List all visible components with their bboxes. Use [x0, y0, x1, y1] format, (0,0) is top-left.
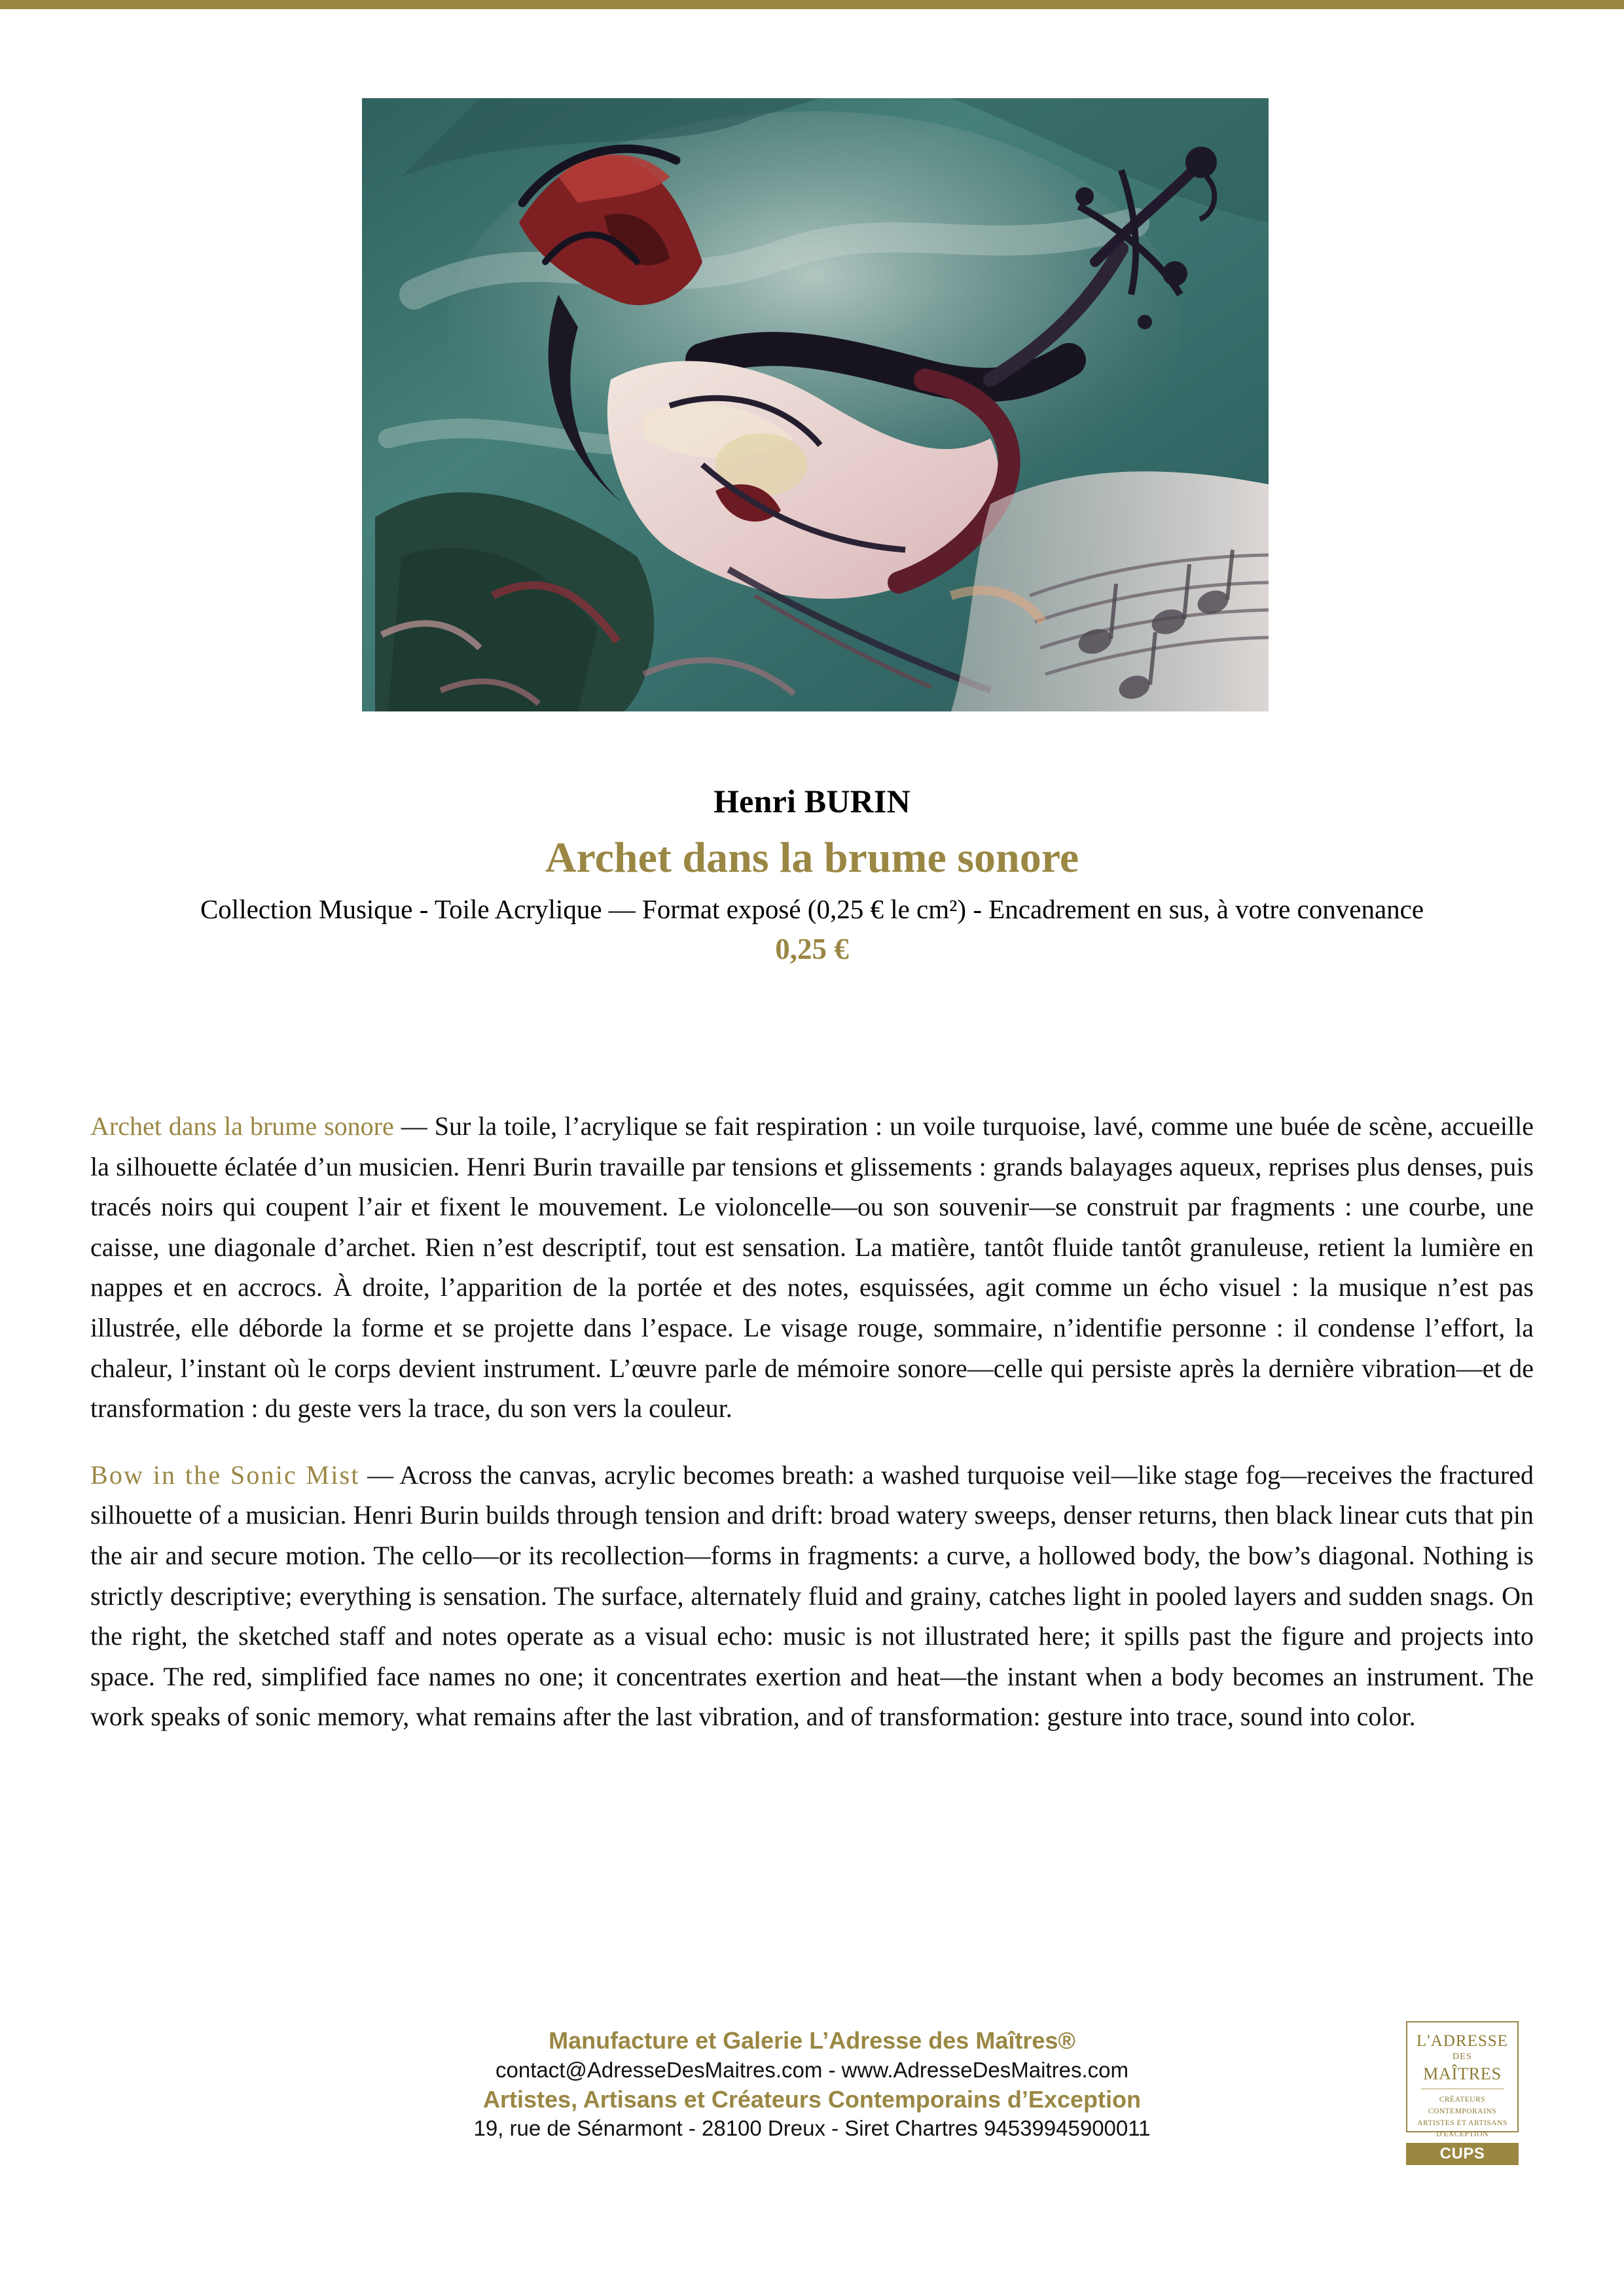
description-dash-en: —: [359, 1460, 400, 1490]
painting-image: [362, 98, 1269, 711]
description-text-en: Across the canvas, acrylic becomes breath: a washed turquoise veil—like stage fog—receives the fractured silhouette of a musician. Henri Burin builds through tension and drift: broad watery sweeps, denser returns, then black linear cuts that pin the air and secure motion. The cello—or its recollection—forms in fragments: a curve, a hollowed body, the bow’s diagonal. Nothing is strictly descriptive; everything is sensation. The surface, alternately fluid and grainy, catches light in pooled layers and sudden snags. On the right, the sketched staff and notes operate as a visual echo: music is not illustrated here; it spills past the figure and projects into space. The red, simplified face names no one; it concentrates exertion and heat—the instant when a body becomes an instrument. The work speaks of sonic memory, what remains after the last vibration, and of transformation: gesture into trace, sound into color.: [90, 1460, 1534, 1732]
logo-sub-exception: D'EXCEPTION: [1436, 2130, 1489, 2139]
description-section: [90, 1106, 1534, 1737]
logo-sub-artistes: ARTISTES ET ARTISANS: [1417, 2119, 1507, 2127]
page-title: Archet dans la brume sonore: [545, 833, 1079, 882]
artwork-figure: [362, 98, 1269, 711]
footer-address: 19, rue de Sénarmont - 28100 Dreux - Siret Chartres 94539945900011: [473, 2116, 1151, 2141]
description-dash-fr: —: [393, 1111, 435, 1141]
artwork-price: 0,25 €: [775, 932, 849, 965]
description-paragraph-fr: [90, 1106, 1534, 1429]
logo-sub-createurs: CRÉATEURS CONTEMPORAINS: [1428, 2095, 1497, 2115]
footer-company: Manufacture et Galerie L’Adresse des Maîtres®: [549, 2027, 1075, 2054]
description-lead-en: Bow in the Sonic Mist: [90, 1460, 360, 1490]
brand-logo-card: [1406, 2021, 1519, 2139]
page-footer: [0, 2026, 1624, 2143]
artist-name: Henri BURIN: [713, 783, 911, 819]
logo-line-adresse: L'ADRESSE: [1416, 2032, 1508, 2050]
footer-contact[interactable]: contact@AdresseDesMaitres.com - www.AdresseDesMaitres.com: [496, 2057, 1128, 2082]
top-gold-rule: [0, 0, 1624, 9]
description-paragraph-en: [90, 1455, 1534, 1737]
cups-badge: CUPS: [1406, 2143, 1519, 2165]
logo-line-maitres: MAÎTRES: [1423, 2064, 1502, 2083]
logo-line-des: DES: [1452, 2052, 1473, 2062]
description-lead-fr: Archet dans la brume sonore: [90, 1111, 394, 1141]
artwork-meta: Collection Musique - Toile Acrylique — Format exposé (0,25 € le cm²) - Encadrement en sus, à votre convenance: [200, 893, 1424, 924]
painting-canvas: [362, 98, 1269, 711]
description-text-fr: Sur la toile, l’acrylique se fait respiration : un voile turquoise, lavé, comme une buée de scène, accueille la silhouette éclatée d’un musicien. Henri Burin travaille par tensions et glissements : grands balayages aqueux, reprises plus denses, puis tracés noirs qui coupent l’air et fixent le mouvement. Le violoncelle—ou son souvenir—se construit par fragments : une courbe, une caisse, une diagonale d’archet. Rien n’est descriptif, tout est sensation. La matière, tantôt fluide tantôt granuleuse, retient la lumière en nappes et en accrocs. À droite, l’apparition de la portée et des notes, esquissées, agit comme un écho visuel : la musique n’est pas illustrée, elle déborde la forme et se projette dans l’espace. Le visage rouge, sommaire, n’identifie personne : il condense l’effort, la chaleur, l’instant où le corps devient instrument. L’œuvre parle de mémoire sonore—celle qui persiste après la dernière vibration—et de transformation : du geste vers la trace, du son vers la couleur.: [90, 1111, 1534, 1424]
brand-logo-zone: [1406, 2021, 1528, 2165]
footer-tagline: Artistes, Artisans et Créateurs Contemporains d’Exception: [483, 2085, 1141, 2113]
artwork-heading: [0, 784, 1624, 967]
